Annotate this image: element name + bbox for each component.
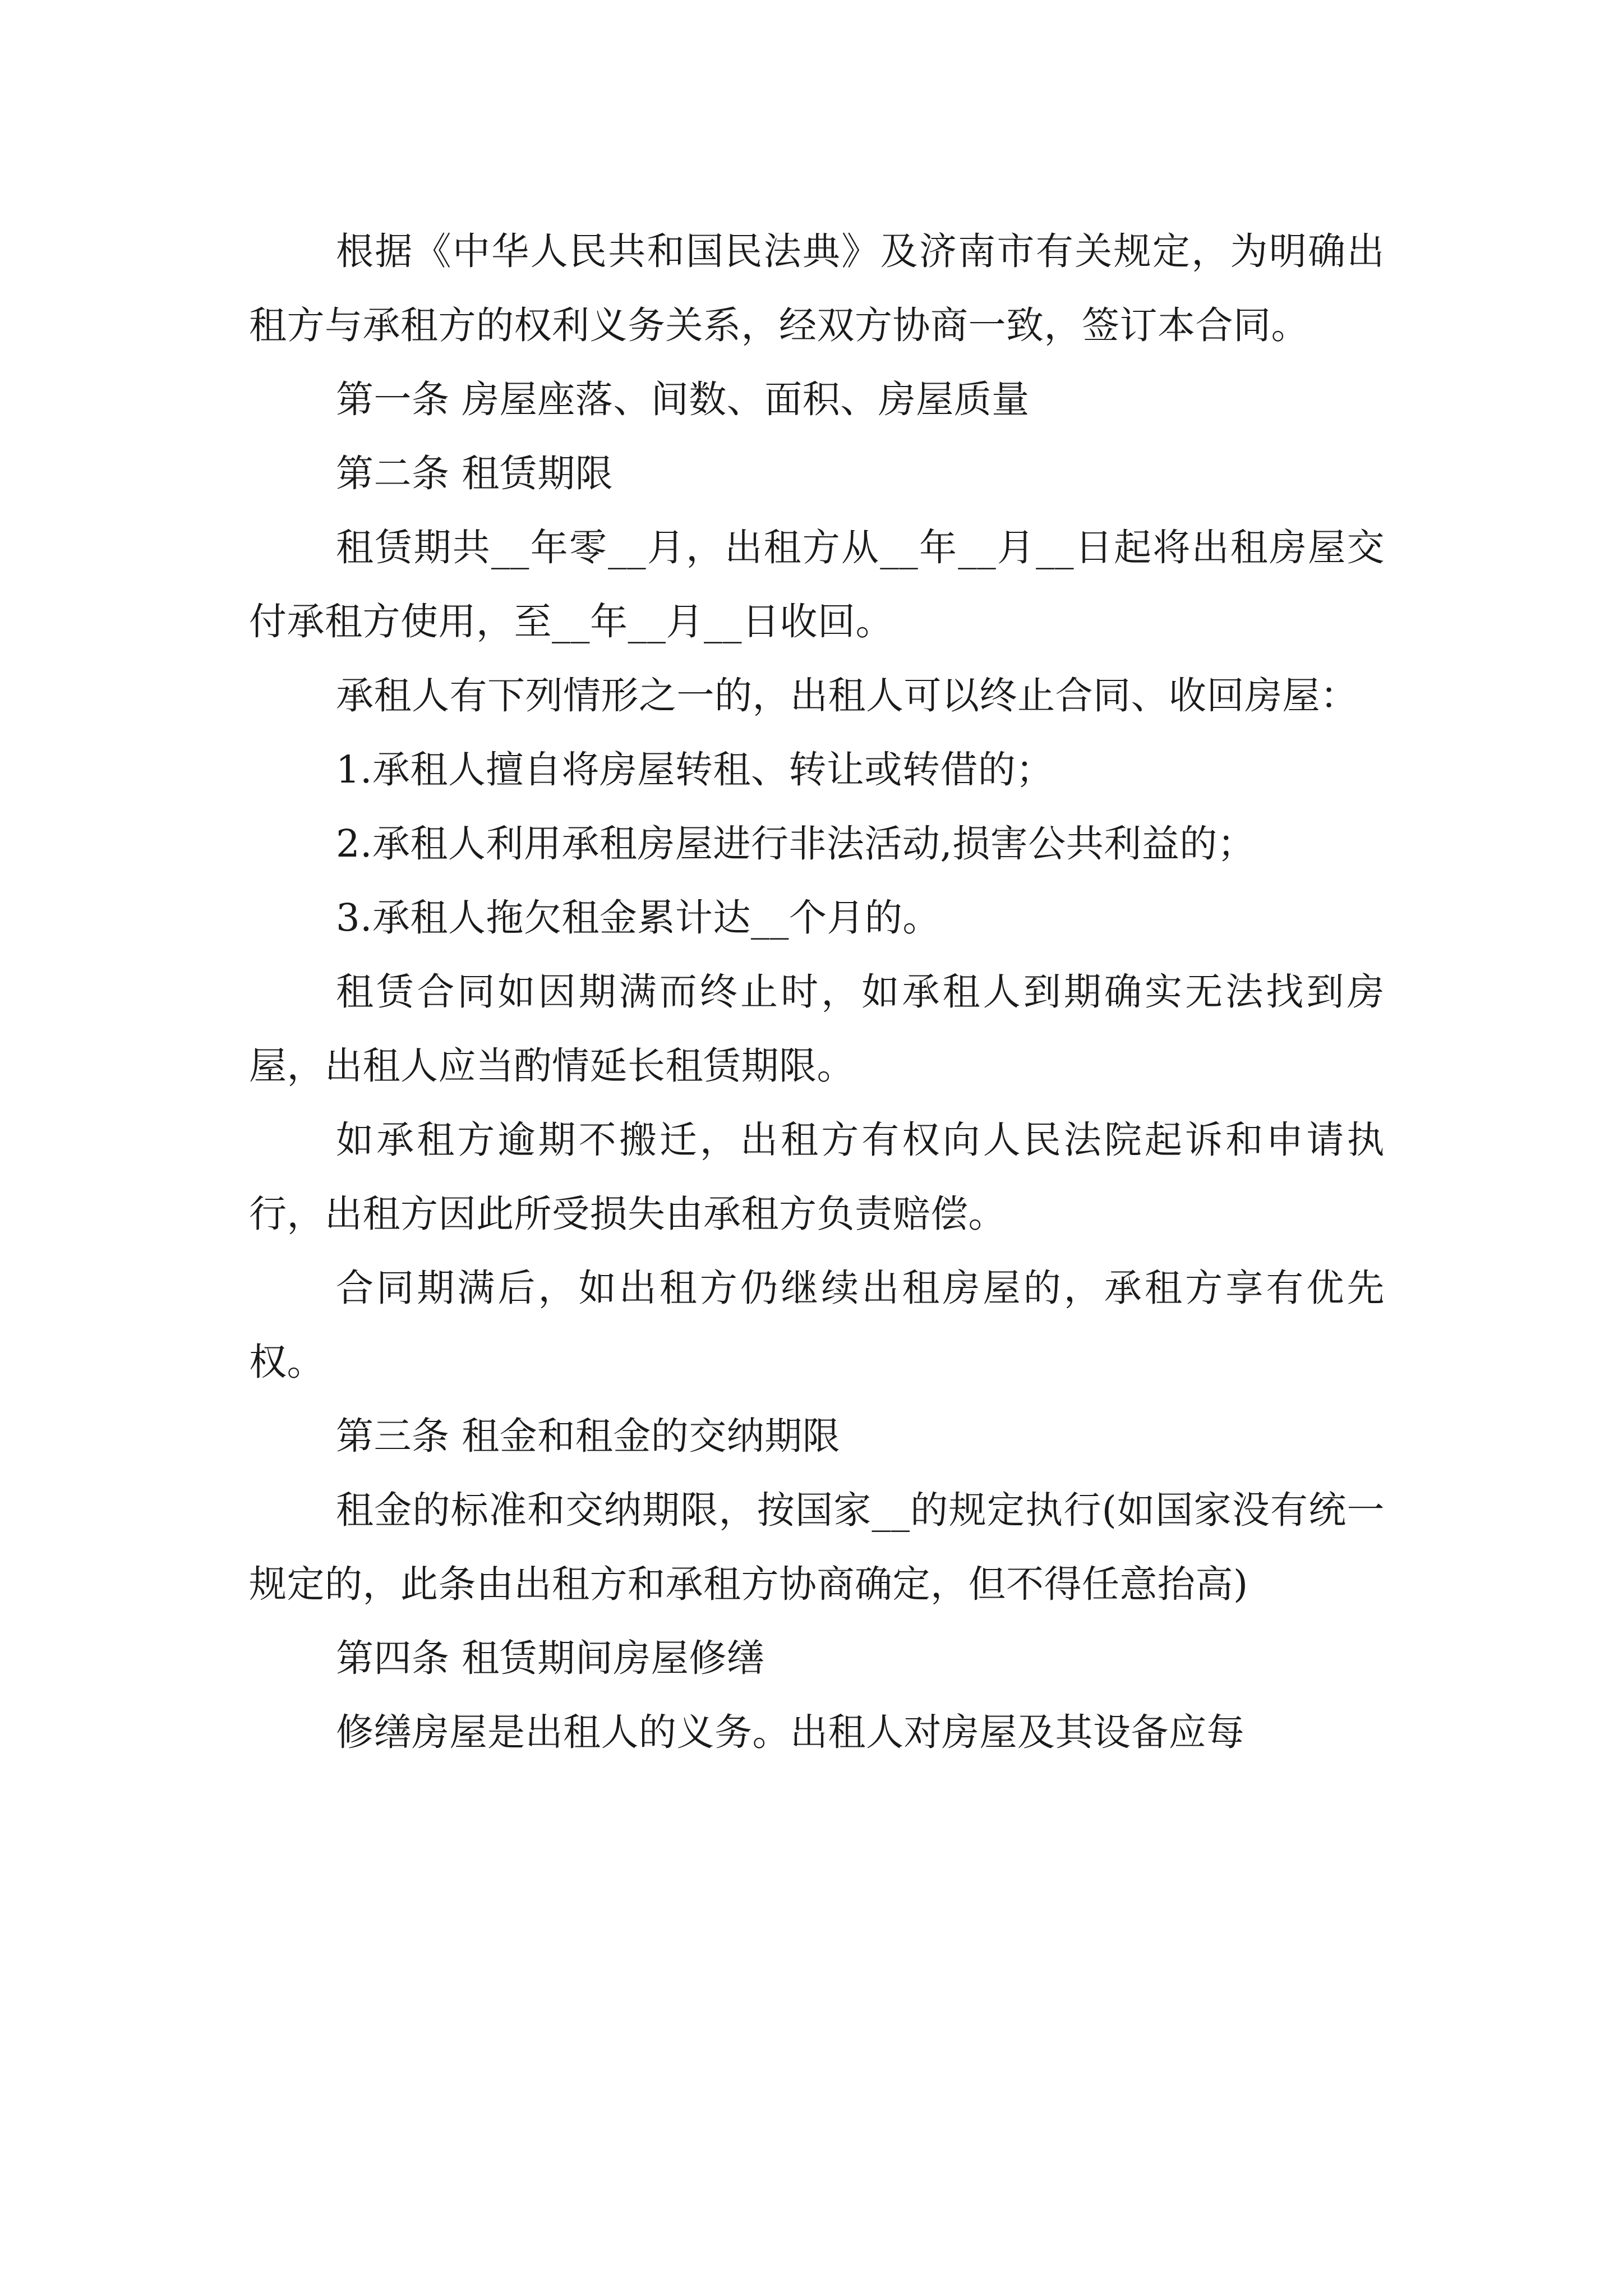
article-4-heading: 第四条 租赁期间房屋修缮 [336, 1636, 765, 1680]
termination-item-1: 1.承租人擅自将房屋转租、转让或转借的； [336, 748, 1054, 792]
intro-paragraph: 根据《中华人民共和国民法典》及济南市有关规定，为明确出租方与承租方的权利义务关系，经双方协商一致，签订本合同。 [249, 229, 1385, 347]
article-2-heading: 第二条 租赁期限 [336, 452, 614, 495]
overdue-moving-paragraph: 如承租方逾期不搬迁，出租方有权向人民法院起诉和申请执行，出租方因此所受损失由承租方负责赔偿。 [249, 1118, 1385, 1236]
rent-standard-paragraph: 租金的标准和交纳期限，按国家__的规定执行(如国家没有统一规定的，此条由出租方和承租方协商确定，但不得任意抬高) [249, 1488, 1385, 1606]
termination-conditions-paragraph: 承租人有下列情形之一的，出租人可以终止合同、收回房屋： [336, 674, 1358, 717]
termination-item-3: 3.承租人拖欠租金累计达__个月的。 [336, 896, 940, 940]
repair-obligation-paragraph: 修缮房屋是出租人的义务。出租人对房屋及其设备应每 [336, 1710, 1244, 1754]
extension-paragraph: 租赁合同如因期满而终止时，如承租人到期确实无法找到房屋，出租人应当酌情延长租赁期限。 [249, 970, 1385, 1088]
article-3-heading: 第三条 租金和租金的交纳期限 [336, 1414, 841, 1458]
document-body [249, 214, 1385, 1769]
lease-term-paragraph: 租赁期共__年零__月，出租方从__年__月__日起将出租房屋交付承租方使用，至__年__月__日收回。 [249, 526, 1385, 643]
termination-item-2: 2.承租人利用承租房屋进行非法活动,损害公共利益的； [336, 822, 1256, 866]
article-1-heading: 第一条 房屋座落、间数、面积、房屋质量 [336, 378, 1030, 421]
priority-right-paragraph: 合同期满后，如出租方仍继续出租房屋的，承租方享有优先权。 [249, 1266, 1385, 1384]
